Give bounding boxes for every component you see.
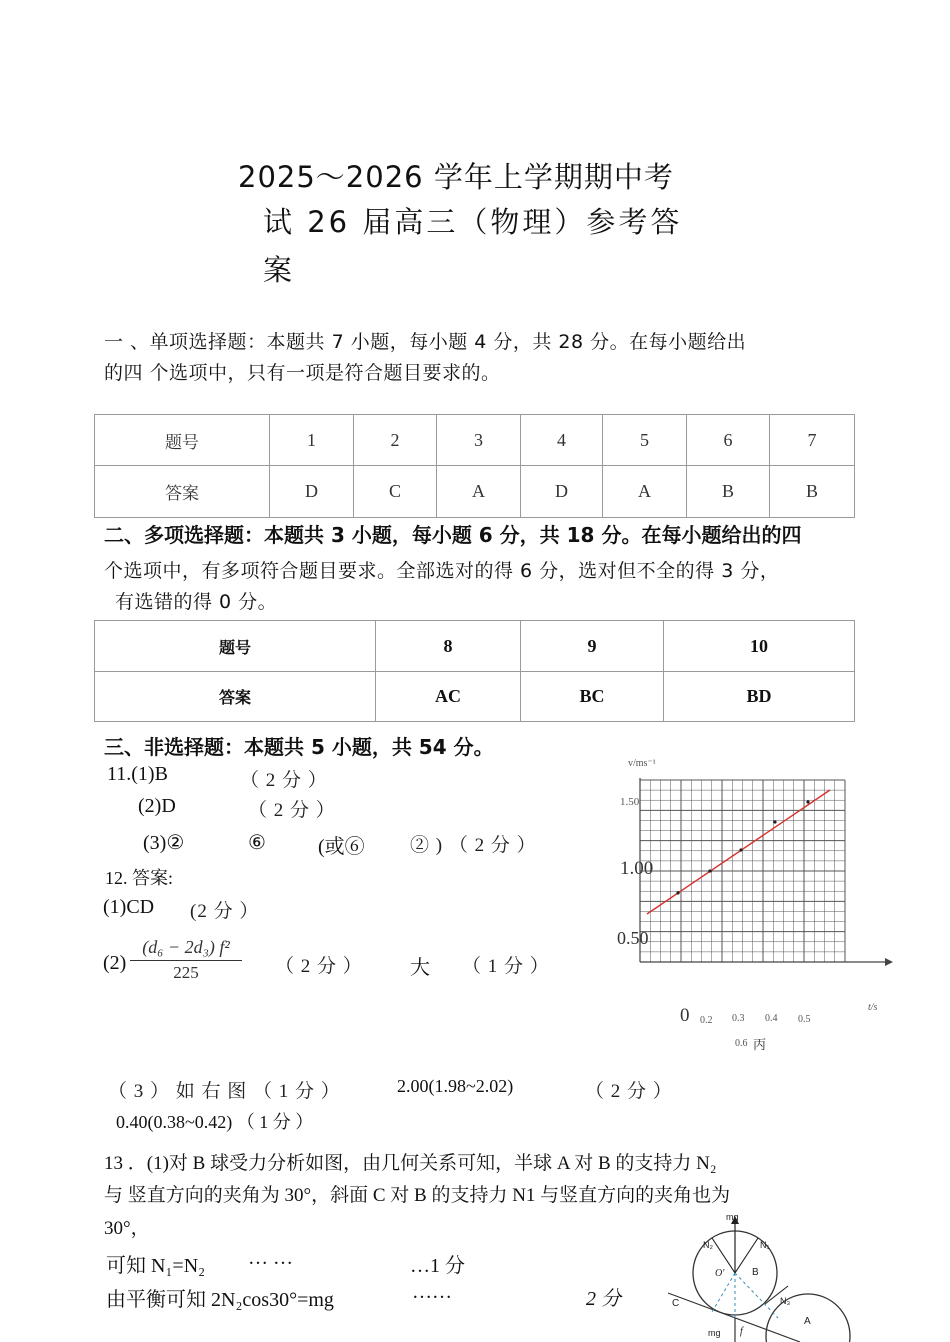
dashed-line (735, 1273, 778, 1318)
graph-data-point (676, 891, 679, 894)
table-header-label: 题号 (95, 621, 376, 672)
q12-part3-value-score: （ 2 分 ） (585, 1081, 673, 1102)
title-line-2: 试 26 届高三（物理）参考答 (263, 205, 683, 239)
multiple-choice-answer-table (94, 620, 855, 722)
q13-eq1: 可知 N₁=N₂ (106, 1255, 206, 1277)
q12-formula (130, 937, 242, 983)
section2-intro-line-2: 个选项中，有多项符合题目要求。全部选对的得 6 分，选对但不全的得 3 分， (104, 560, 780, 582)
question-number: 10 (664, 621, 855, 672)
section3-heading: 三、非选择题：本题共 5 小题，共 54 分。 (104, 735, 494, 759)
q11-part2-score: （ 2 分 ） (248, 800, 336, 821)
section2-intro-line-3: 有选错的得 0 分。 (115, 591, 278, 613)
graph-x-tick: 0.5 (798, 1014, 811, 1025)
graph-x-tick: 0.4 (765, 1013, 778, 1024)
answer-cell: A (437, 466, 521, 518)
answer-cell: D (521, 466, 603, 518)
q13-line-1: 13 ．(1)对 B 球受力分析如图，由几何关系可知，半球 A 对 B 的支持力 N₂ (104, 1153, 717, 1174)
formula-numerator: (d₆ − 2d₃) f² (130, 937, 242, 961)
graph-x-axis-label: t/s (868, 1002, 878, 1013)
graph-data-point (739, 848, 742, 851)
question-number: 2 (354, 415, 437, 466)
graph-y-tick: 0.50 (617, 928, 649, 948)
q12-part1-score: (2 分 ） (190, 901, 260, 922)
question-number: 3 (437, 415, 521, 466)
answer-cell: BC (521, 672, 664, 722)
graph-y-tick: 1.50 (620, 796, 640, 808)
formula-denominator: 225 (173, 963, 199, 982)
single-choice-answer-table (94, 414, 855, 518)
q13-eq1-score: …1 分 (410, 1255, 465, 1277)
question-number: 8 (376, 621, 521, 672)
diagram-label-c: C (672, 1298, 680, 1309)
q13-line-2: 与 竖直方向的夹角为 30°，斜面 C 对 B 的支持力 N1 与竖直方向的夹角也为 (104, 1185, 731, 1206)
graph-data-point (708, 869, 711, 872)
answer-cell: AC (376, 672, 521, 722)
q12-part1: (1)CD (103, 896, 155, 918)
diagram-label-mg: mg (726, 1212, 739, 1222)
q13-line-3: 30°， (104, 1218, 150, 1239)
graph-grid (640, 780, 845, 962)
diagram-label-o: O' (715, 1268, 725, 1279)
table-answer-label: 答案 (95, 466, 270, 518)
q12-part4: 0.40(0.38~0.42) （ 1 分 ） (116, 1112, 314, 1132)
q13-eq2: 由平衡可知 2N₂cos30°=mg (106, 1289, 334, 1311)
diagram-label-f: f (740, 1326, 743, 1337)
diagram-label-mg2: mg (708, 1328, 721, 1338)
q12-label: 12. 答案: (105, 868, 174, 888)
answer-cell: C (354, 466, 437, 518)
graph-fit-line (647, 790, 830, 914)
graph-y-tick: 1.00 (620, 858, 654, 879)
q11-part3-d: ② ) （ 2 分 ） (410, 835, 537, 856)
question-number: 5 (603, 415, 687, 466)
title-line-3: 案 (263, 253, 294, 287)
title-line-1: 2025～2026 学年上学期期中考 (238, 160, 674, 194)
force-diagram (660, 1208, 860, 1342)
q12-part2-word: 大 (410, 957, 430, 979)
answer-cell: B (770, 466, 855, 518)
diagram-label-a: A (804, 1316, 811, 1327)
q13-eq2-score: 2 分 (586, 1288, 621, 1310)
answer-cell: BD (664, 672, 855, 722)
q12-part2-word-score: （ 1 分 ） (462, 956, 550, 977)
q11-part1-score: （ 2 分 ） (240, 770, 328, 791)
graph-origin-label: 0 (680, 1005, 690, 1026)
q13-eq1-dots: … … (248, 1247, 293, 1269)
q11-part3: (3)② (143, 832, 185, 854)
q11-part3-c: (或⑥ (318, 836, 365, 858)
answer-cell: A (603, 466, 687, 518)
section2-intro-line-1: 二、多项选择题：本题共 3 小题，每小题 6 分，共 18 分。在每小题给出的四 (104, 523, 802, 547)
q13-eq2-dots: …… (412, 1281, 452, 1303)
graph-data-point (806, 800, 809, 803)
diagram-label-n2: N₂ (703, 1240, 713, 1250)
diagram-label-n3: N₃ (780, 1296, 791, 1306)
q12-part3: （ 3 ） 如 右 图 （ 1 分 ） (108, 1081, 341, 1102)
section1-intro-line-2: 的四 个选项中，只有一项是符合题目要求的。 (104, 362, 501, 384)
q12-part3-value: 2.00(1.98~2.02) (397, 1076, 514, 1096)
graph-x-axis-arrow (885, 958, 893, 966)
q11-part1: 11.(1)B (107, 763, 168, 785)
graph-x-tick: 0.6 (735, 1038, 748, 1049)
q11-part3-b: ⑥ (248, 832, 266, 854)
table-answer-label: 答案 (95, 672, 376, 722)
graph-x-tick: 0.3 (732, 1013, 745, 1024)
question-number: 4 (521, 415, 603, 466)
q12-part2-prefix: (2) (103, 952, 127, 974)
question-number: 1 (270, 415, 354, 466)
graph-data-point (773, 820, 776, 823)
diagram-label-b: B (752, 1267, 759, 1278)
section1-intro-line-1: 一 、单项选择题：本题共 7 小题，每小题 4 分，共 28 分。在每小题给出 (104, 331, 747, 353)
diagram-label-n1: N₁ (760, 1240, 770, 1250)
graph-caption: 丙 (753, 1037, 767, 1052)
answer-cell: D (270, 466, 354, 518)
graph-y-axis-label: v/ms⁻¹ (628, 758, 656, 769)
question-number: 9 (521, 621, 664, 672)
q11-part2: (2)D (138, 795, 176, 817)
table-header-label: 题号 (95, 415, 270, 466)
answer-cell: B (687, 466, 770, 518)
q12-part2-score: （ 2 分 ） (275, 956, 363, 977)
graph-x-tick: 0.2 (700, 1015, 713, 1026)
question-number: 6 (687, 415, 770, 466)
velocity-time-graph (600, 760, 895, 980)
question-number: 7 (770, 415, 855, 466)
